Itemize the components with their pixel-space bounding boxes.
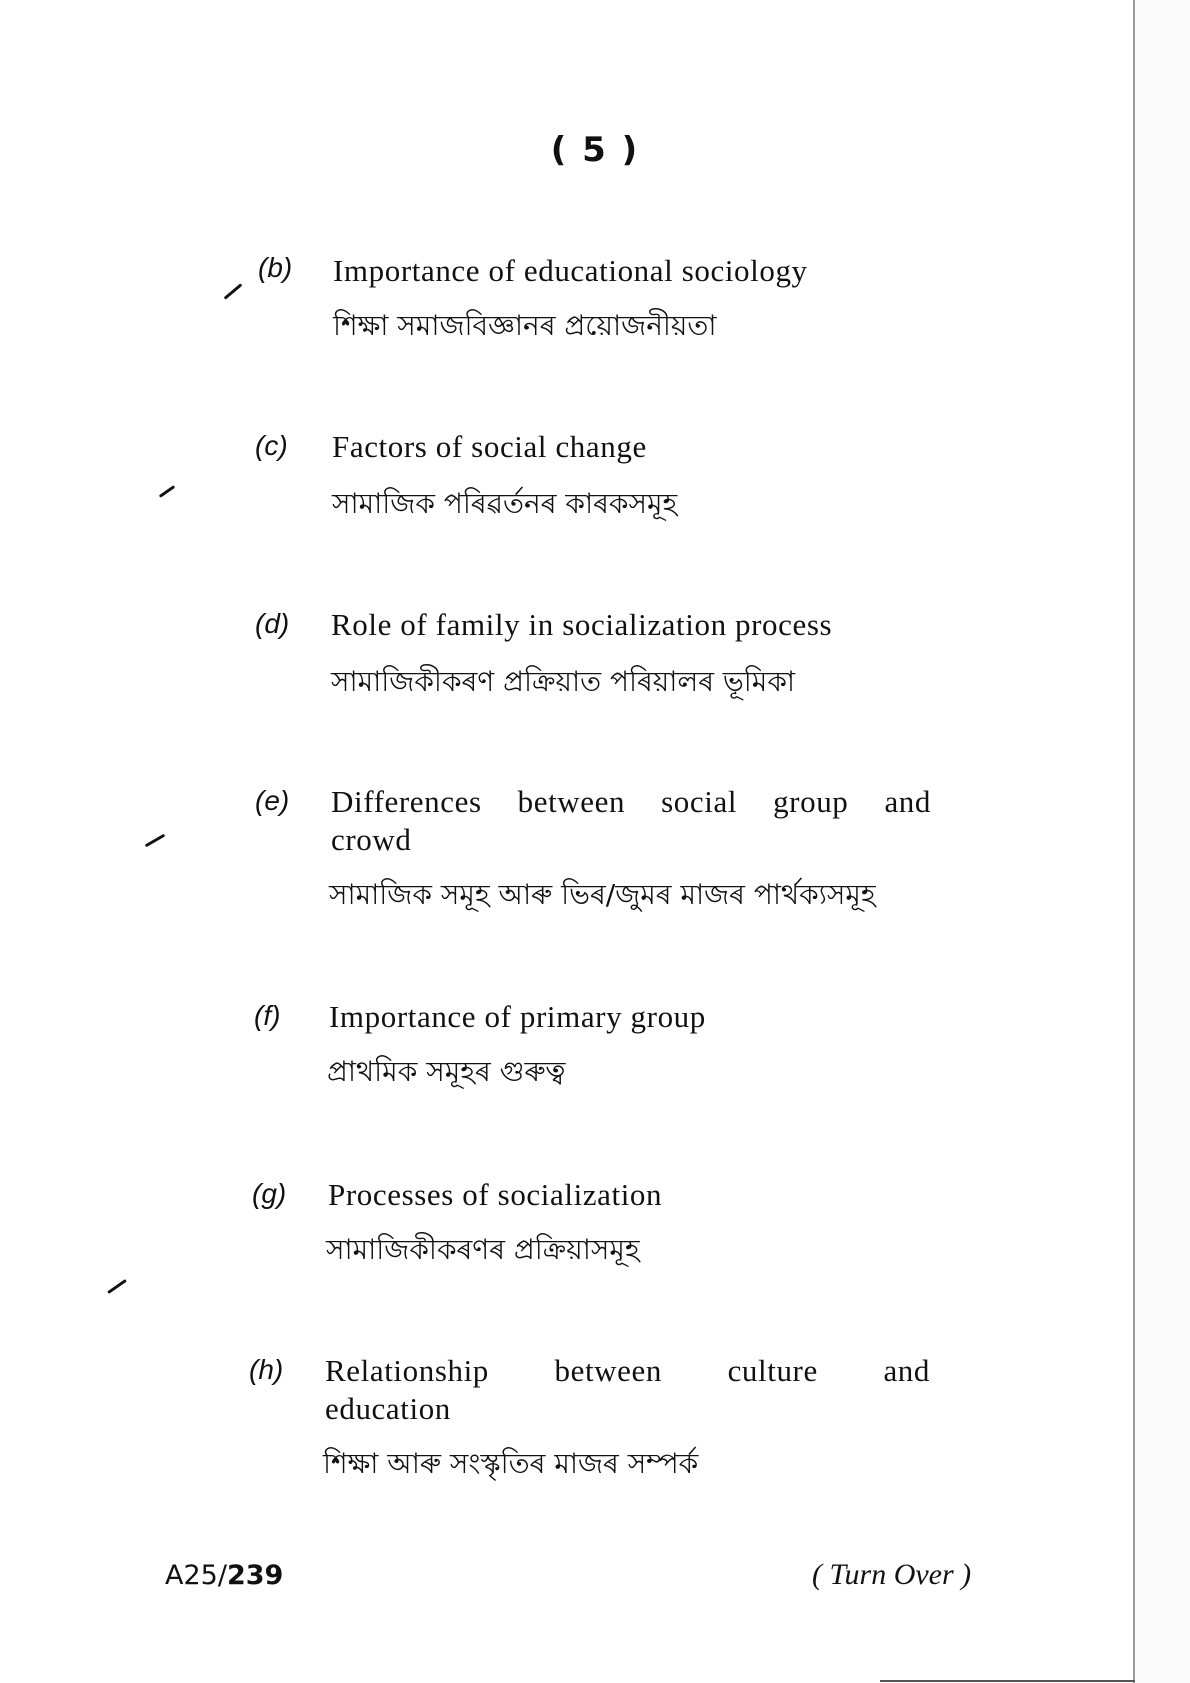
question-text-english-line1: Differences between social group and (331, 784, 931, 819)
question-text-english (325, 1352, 930, 1428)
question-label: (e) (255, 785, 290, 816)
question-text-english-line1: Relationship between culture and (325, 1353, 930, 1388)
question-label: (d) (255, 608, 290, 639)
page-number: ( 5 ) (550, 130, 640, 170)
question-text-english: Processes of socialization (328, 1177, 663, 1212)
question-text-assamese: সামাজিকীকৰণ প্ৰক্ৰিয়াত পৰিয়ালৰ ভূমিকা (331, 665, 796, 698)
page-edge-shade (1135, 0, 1190, 1683)
margin-tick-mark (145, 834, 166, 848)
margin-tick-mark (224, 283, 243, 299)
paper-code-prefix: A25/ (165, 1560, 227, 1591)
question-text-english: Importance of educational sociology (333, 253, 808, 288)
question-text-english: Factors of social change (332, 429, 647, 464)
question-label: (g) (252, 1178, 287, 1209)
question-label: (c) (255, 430, 288, 461)
question-text-assamese: সামাজিক পৰিৱৰ্তনৰ কাৰকসমূহ (332, 487, 678, 520)
paper-code-number: 239 (226, 1560, 284, 1591)
question-text-english: Role of family in socialization process (331, 607, 833, 642)
paper-code (165, 1560, 283, 1591)
margin-tick-mark (159, 485, 175, 498)
question-label: (h) (249, 1354, 284, 1385)
question-text-english: Importance of primary group (329, 999, 706, 1034)
question-text-english-line2: education (325, 1391, 451, 1426)
page-edge (1133, 0, 1135, 1683)
question-label: (f) (254, 1000, 281, 1031)
question-text-assamese: শিক্ষা সমাজবিজ্ঞানৰ প্ৰয়োজনীয়তা (333, 309, 717, 342)
question-text-english-line2: crowd (331, 822, 412, 857)
question-text-assamese: প্ৰাথমিক সমূহৰ গুৰুত্ব (327, 1055, 566, 1088)
turn-over-note: ( Turn Over ) (812, 1558, 972, 1591)
question-text-assamese: সামাজিক সমূহ আৰু ভিৰ/জুমৰ মাজৰ পাৰ্থক্যসমূহ (329, 878, 876, 911)
question-label: (b) (258, 252, 293, 283)
question-text-english (331, 783, 931, 859)
question-text-assamese: শিক্ষা আৰু সংস্কৃতিৰ মাজৰ সম্পৰ্ক (323, 1447, 699, 1480)
question-text-assamese: সামাজিকীকৰণৰ প্ৰক্ৰিয়াসমূহ (326, 1233, 640, 1266)
margin-tick-mark (107, 1279, 127, 1294)
page-bottom-edge (880, 1680, 1135, 1682)
